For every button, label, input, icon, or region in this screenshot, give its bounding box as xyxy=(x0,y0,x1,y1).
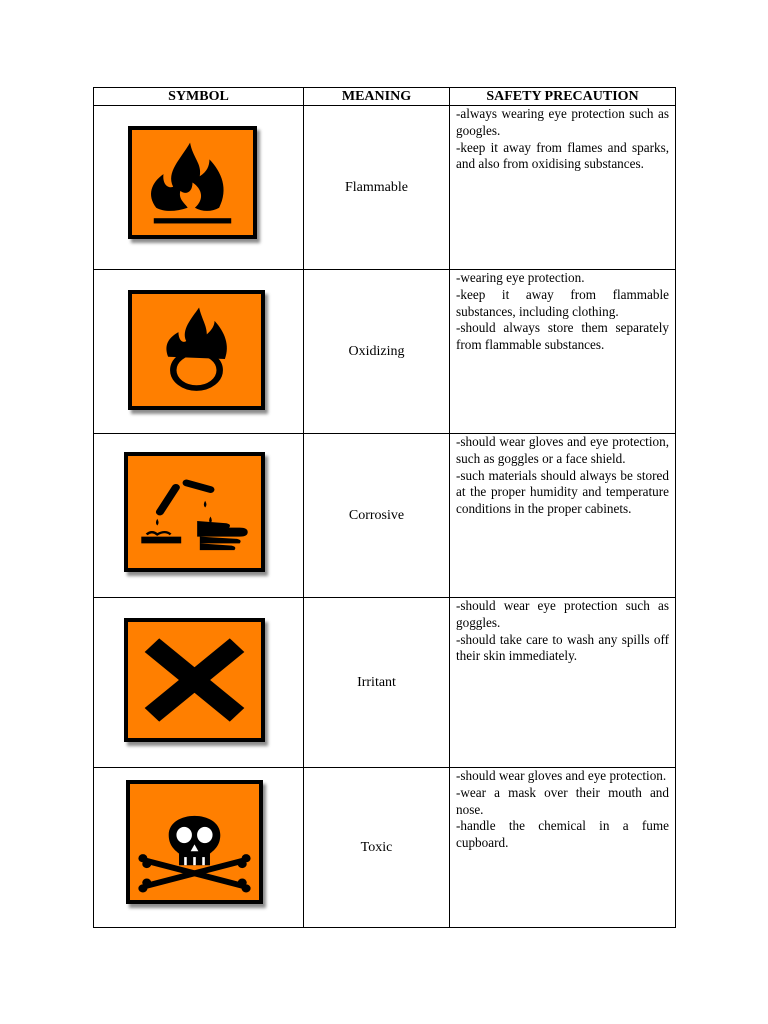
precaution-line: -wear a mask over their mouth and nose. xyxy=(456,784,669,817)
precaution-line: -wearing eye protection. xyxy=(456,270,585,285)
precaution-line: -always wearing eye protection such as googles. xyxy=(456,106,669,138)
precaution-line: -keep it away from flames and sparks, and also from oxidising substances. xyxy=(456,139,669,172)
flammable-icon xyxy=(128,126,257,239)
precaution-cell xyxy=(450,106,676,270)
precaution-line: -should wear eye protection such as goggles. xyxy=(456,598,669,630)
meaning-cell: Oxidizing xyxy=(304,270,450,434)
meaning-cell: Toxic xyxy=(304,768,450,928)
meaning-cell: Flammable xyxy=(304,106,450,270)
symbol-cell xyxy=(94,434,304,598)
table-row xyxy=(94,434,676,598)
table-row xyxy=(94,598,676,768)
symbol-cell xyxy=(94,598,304,768)
precaution-cell xyxy=(450,768,676,928)
corrosive-icon xyxy=(124,452,265,572)
table-row xyxy=(94,768,676,928)
irritant-icon xyxy=(124,618,265,742)
precaution-line: -should wear gloves and eye protection, such as goggles or a face shield. xyxy=(456,434,669,466)
symbol-cell xyxy=(94,270,304,434)
symbol-cell xyxy=(94,106,304,270)
header-safety-precaution: SAFETY PRECAUTION xyxy=(450,88,676,106)
oxidizing-icon xyxy=(128,290,265,410)
precaution-cell xyxy=(450,434,676,598)
precaution-line: -such materials should always be stored at the proper humidity and temperature conditions in the proper cabinets. xyxy=(456,467,669,517)
precaution-line: -should wear gloves and eye protection. xyxy=(456,768,667,783)
header-row xyxy=(94,88,676,106)
table-row xyxy=(94,270,676,434)
toxic-icon xyxy=(126,780,263,904)
precaution-line: -should always store them separately from flammable substances. xyxy=(456,320,669,353)
meaning-cell: Corrosive xyxy=(304,434,450,598)
symbol-cell xyxy=(94,768,304,928)
precaution-line: -keep it away from flammable substances, including clothing. xyxy=(456,286,669,319)
header-symbol: SYMBOL xyxy=(94,88,304,106)
table-row xyxy=(94,106,676,270)
precaution-line: -handle the chemical in a fume cupboard. xyxy=(456,818,669,851)
header-meaning: MEANING xyxy=(304,88,450,106)
precaution-cell xyxy=(450,270,676,434)
hazard-symbols-table xyxy=(93,87,676,928)
meaning-cell: Irritant xyxy=(304,598,450,768)
precaution-cell xyxy=(450,598,676,768)
precaution-line: -should take care to wash any spills off their skin immediately. xyxy=(456,631,669,664)
